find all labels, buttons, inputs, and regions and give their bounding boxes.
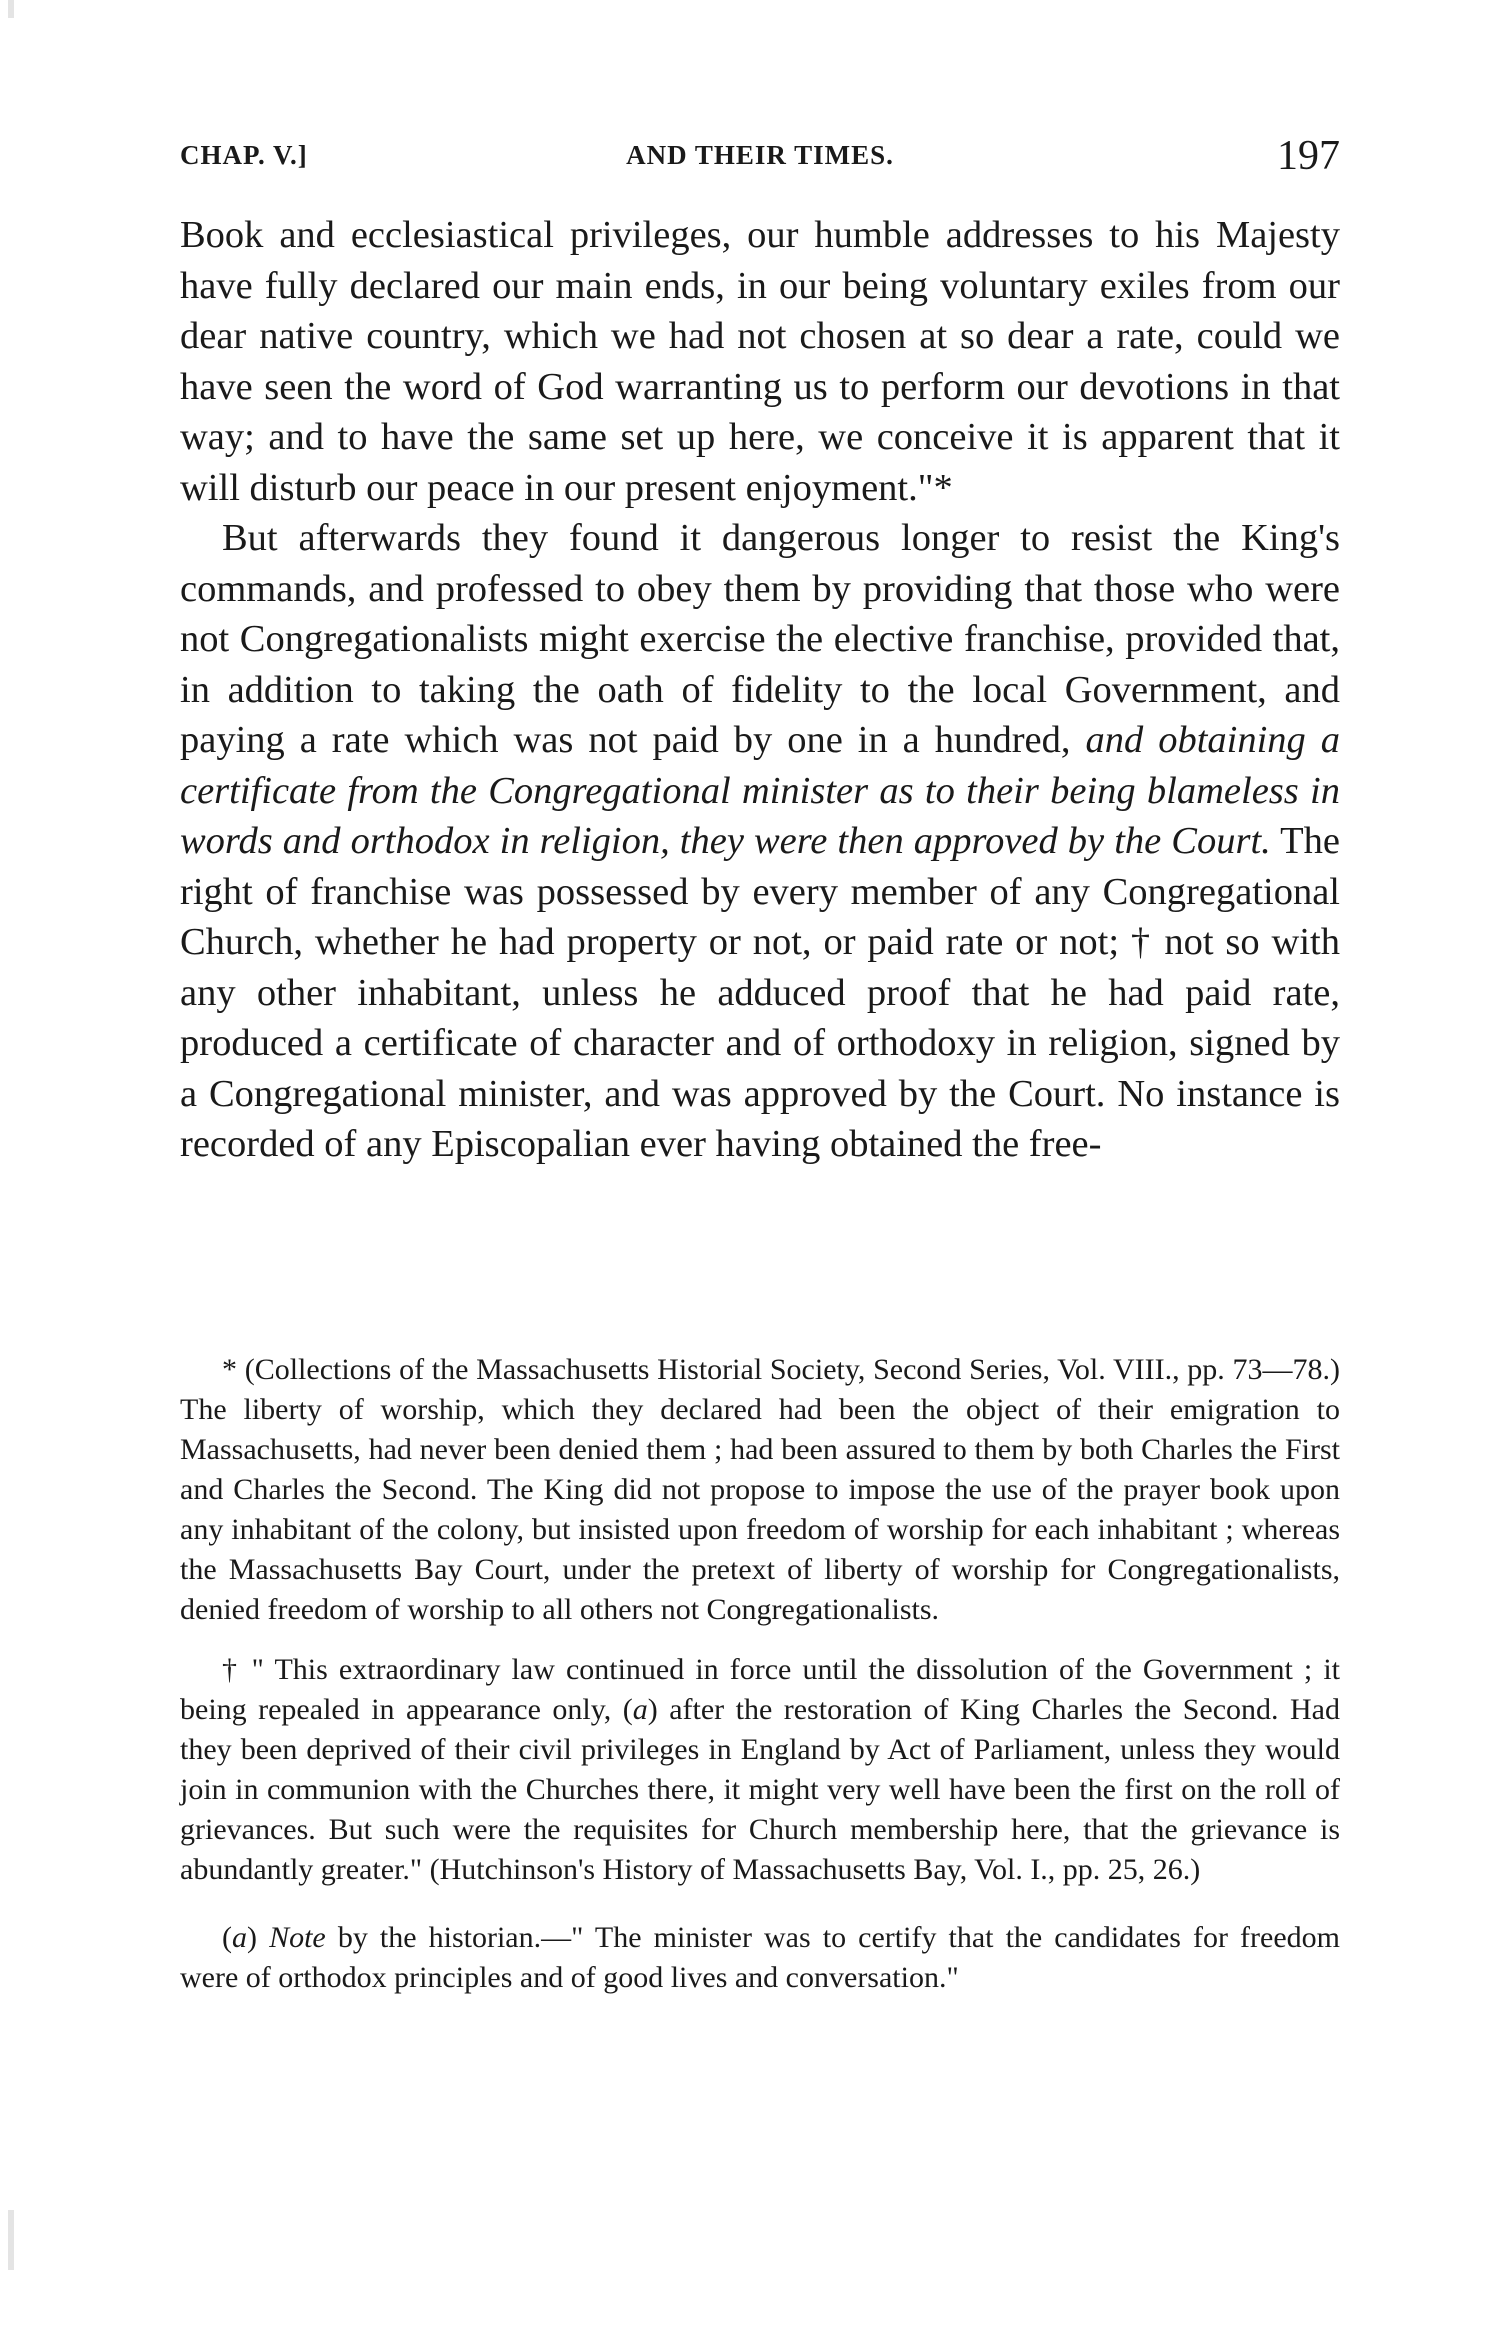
- page-number: 197: [1277, 133, 1340, 179]
- paragraph-2-end: The right of franchise was possessed by every member of any Congregational Church, whether he had property or not, or paid rate or not; † not so with any other inhabitant, unless he adduced proof that he had paid rate, produced a certificate of character and of orthodoxy in religion, signed by a Congregational minister, and was approved by the Court. No instance is recorded of any Episcopalian ever having obtained the free-: [180, 820, 1340, 1165]
- footnote-dagger-start: † " This extraordinary law continued in force until the dissolution of the Government ; it being repealed in appearance only, (: [180, 1653, 1340, 1726]
- footnote-dagger-ref: a: [632, 1693, 648, 1726]
- footnote-dagger-end: ) after the restoration of King Charles the Second. Had they been deprived of their civil privileges in England by Act of Parliament, unless they would join in communion with the Churches there, it might very well have been the first on the roll of grievances. But such were the requisites for Church membership here, that the grievance is abundantly greater." (Hutchinson's History of Massachusetts Bay, Vol. I., pp. 25, 26.): [180, 1693, 1340, 1886]
- footnote-a-close: ): [247, 1921, 270, 1954]
- footnotes: [180, 1350, 1340, 1998]
- footnote-a-end: by the historian.—" The minister was to certify that the candidates for freedom were of orthodox principles and of good lives and conversation.": [180, 1921, 1340, 1994]
- footnote-asterisk: * (Collections of the Massachusetts Historial Society, Second Series, Vol. VIII., pp. 73—78.) The liberty of worship, which they declared had been the object of their emigration to Massachusetts, had never been denied them ; had been assured to them by both Charles the First and Charles the Second. The King did not propose to impose the use of the prayer book upon any inhabitant of the colony, but insisted upon freedom of worship for each inhabitant ; whereas the Massachusetts Bay Court, under the pretext of liberty of worship for Congregationalists, denied freedom of worship to all others not Congregationalists.: [180, 1353, 1340, 1626]
- paragraph-2: [180, 513, 1340, 1170]
- paragraph-1: Book and ecclesiastical privileges, our humble addresses to his Majesty have fully declared our main ends, in our being voluntary exiles from our dear native country, which we had not chosen at so dear a rate, could we have seen the word of God warranting us to perform our devotions in that way; and to have the same set up here, we conceive it is apparent that it will disturb our peace in our present enjoyment."*: [180, 214, 1340, 509]
- footnote-a-ref: a: [232, 1921, 247, 1954]
- main-text: [180, 210, 1340, 1170]
- margin-artifact-bottom: [8, 2210, 14, 2270]
- paragraph-2-start: But afterwards they found it dangerous longer to resist the King's commands, and professed to obey them by providing that those who were not Congregationalists might exercise the elective franchise, provided that, in addition to taking the oath of fidelity to the local Government, and paying a rate which was not paid by one in a hundred,: [180, 517, 1340, 761]
- chapter-label: CHAP. V.]: [180, 140, 308, 170]
- page: [180, 0, 1340, 2336]
- footnote-a: [180, 1918, 1340, 1998]
- footnote-dagger: [180, 1650, 1340, 1890]
- running-header: [180, 132, 1340, 182]
- margin-artifact-top: [8, 0, 14, 18]
- running-title: AND THEIR TIMES.: [626, 140, 894, 170]
- paragraph-2-italic: and obtaining a certificate from the Congregational minister as to their being blameless in words and orthodox in religion, they were then approved by the Court.: [180, 719, 1341, 862]
- footnote-a-note: Note: [269, 1921, 326, 1954]
- footnote-a-open: (: [222, 1921, 232, 1954]
